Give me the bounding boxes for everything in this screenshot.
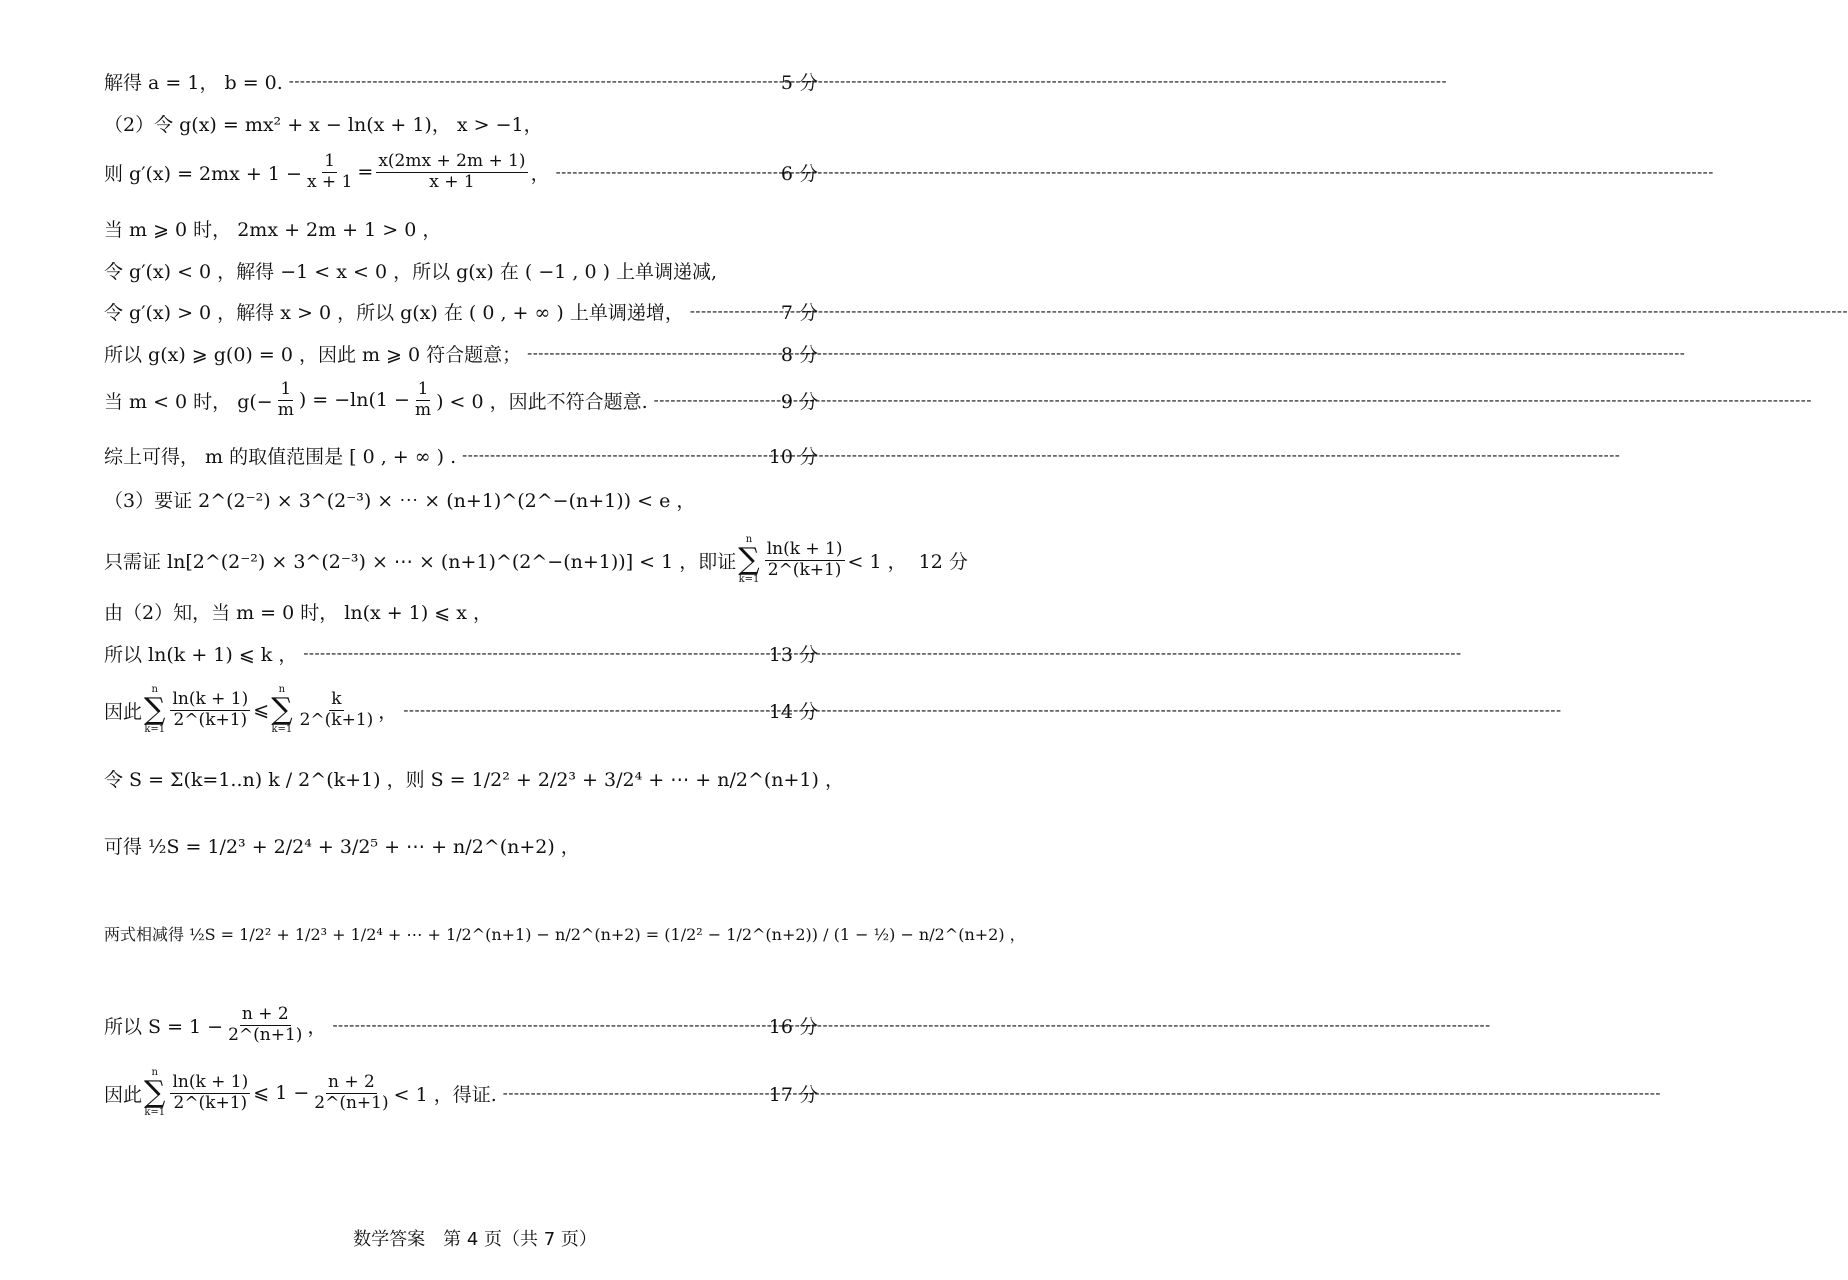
solution-line-13: [104, 640, 818, 667]
line-content: [104, 1005, 326, 1045]
score-label: 12 分: [918, 550, 968, 573]
line-content: [104, 535, 907, 585]
numerator: x(2mx + 2m + 1): [378, 151, 526, 171]
text-post: < 1 ，: [847, 550, 907, 573]
text-pre: 因此: [104, 700, 143, 723]
solution-line-5: [104, 257, 818, 284]
line-content: [104, 685, 397, 735]
solution-line-8: [104, 380, 818, 420]
fraction: [413, 380, 433, 420]
solution-line-15: [104, 765, 844, 792]
text-pre: 只需证 ln[2^(2⁻²) × 3^(2⁻³) × ⋯ × (n+1)^(2^−(n+1))] < 1 ，即证: [104, 550, 737, 573]
fraction: [170, 690, 250, 730]
leader-dots: [332, 1014, 762, 1037]
score-label: 17 分: [768, 1083, 818, 1106]
sigma-icon: ∑: [144, 1075, 166, 1110]
numerator: ln(k + 1): [172, 1071, 249, 1092]
solution-line-2: [104, 110, 818, 137]
denominator: 2^(k+1): [173, 1092, 248, 1113]
text-mid: ) = −ln(1 −: [298, 389, 410, 412]
line-text: 可得 ½S = 1/2³ + 2/2⁴ + 3/2⁵ + ⋯ + n/2^(n+2) ，: [104, 836, 580, 858]
solution-line-10: [104, 486, 818, 513]
sum-lower: k=1: [144, 1107, 166, 1118]
solution-line-14: [104, 685, 818, 735]
text-post: ，: [378, 700, 398, 723]
score-label: 7 分: [780, 302, 818, 324]
solution-line-19: [104, 1068, 818, 1118]
denominator: 2^(k+1): [767, 559, 842, 580]
line-content: [104, 1068, 497, 1118]
sum-lower: k=1: [144, 724, 166, 735]
summation-symbol: [144, 685, 165, 735]
text-pre: 所以 S = 1 −: [104, 1015, 224, 1038]
leader-dots: [462, 444, 763, 467]
sum-upper: n: [151, 1067, 158, 1078]
leader-dots: [527, 342, 775, 365]
line-text: 当 m ⩾ 0 时， 2mx + 2m + 1 > 0 ，: [104, 219, 442, 241]
denominator: 2^(n+1): [228, 1024, 303, 1045]
text-pre: 因此: [104, 1083, 143, 1106]
fraction: [305, 152, 354, 192]
numerator: ln(k + 1): [766, 538, 843, 559]
text-mid: ⩽ 1 −: [253, 1082, 310, 1104]
summation-symbol: [144, 1068, 165, 1118]
line-text: （3）要证 2^(2⁻²) × 3^(2⁻³) × ⋯ × (n+1)^(2^−(n+1)) < e ，: [104, 490, 696, 512]
fraction: [298, 690, 376, 730]
score-label: 14 分: [768, 700, 818, 723]
score-label: 10 分: [768, 446, 818, 468]
leader-dots: [556, 161, 775, 184]
fraction: [376, 152, 527, 192]
line-content: [104, 152, 550, 192]
solution-line-9: [104, 442, 818, 469]
text-post: ，: [530, 162, 550, 185]
fraction: [765, 540, 845, 580]
text-pre: 当 m < 0 时， g(−: [104, 390, 273, 413]
solution-line-4: [104, 215, 818, 242]
solution-line-6: [104, 298, 818, 325]
sigma-icon: ∑: [271, 692, 293, 727]
sigma-icon: ∑: [738, 542, 760, 577]
score-label: 5 分: [780, 72, 818, 94]
numerator: n + 2: [328, 1071, 375, 1092]
line-text: 令 g′(x) > 0 ，解得 x > 0 ，所以 g(x) 在 ( 0 , + ∞ ) 上单调递增，: [104, 302, 684, 324]
page-footer: 数学答案 第 4 页（共 7 页）: [353, 1229, 597, 1250]
denominator: 2^(k+1): [299, 709, 374, 730]
score-label: 6 分: [780, 162, 818, 185]
numerator: 1: [324, 151, 336, 171]
sum-upper: n: [278, 684, 286, 695]
denominator: 2^(n+1): [314, 1092, 389, 1113]
line-text: 综上可得， m 的取值范围是 [ 0 , + ∞ ) .: [104, 446, 457, 468]
sigma-icon: ∑: [144, 692, 166, 727]
score-label: 13 分: [768, 644, 818, 666]
text-post: ) < 0 ，因此不符合题意.: [436, 390, 648, 413]
summation-symbol: [738, 535, 759, 585]
summation-symbol: [271, 685, 292, 735]
leader-dots: [503, 1082, 763, 1105]
denominator: x + 1: [306, 171, 353, 192]
fraction: [276, 380, 296, 420]
line-text: 两式相减得 ½S = 1/2² + 1/2³ + 1/2⁴ + ⋯ + 1/2^(n+1) − n/2^(n+2) = (1/2² − 1/2^(n+2)) / (1 − ½) − n/2^(n+2) ，: [104, 925, 1026, 944]
leader-dots: [289, 70, 775, 93]
leader-dots: [654, 389, 775, 412]
numerator: ln(k + 1): [172, 688, 249, 709]
numerator: n + 2: [241, 1004, 289, 1024]
text-post: < 1 ，得证.: [393, 1083, 497, 1106]
solution-line-12: [104, 598, 818, 625]
fraction: [170, 1073, 250, 1113]
numerator: 1: [417, 379, 429, 399]
solution-line-16: [104, 832, 818, 859]
solution-line-18: [104, 1005, 818, 1045]
sum-lower: k=1: [738, 574, 760, 585]
denominator: x + 1: [429, 171, 475, 192]
line-text: 令 g′(x) < 0 ，解得 −1 < x < 0 ，所以 g(x) 在 ( −1 , 0 ) 上单调递减,: [104, 261, 718, 283]
solution-line-1: [104, 68, 818, 95]
fraction: [226, 1005, 304, 1045]
solution-line-11: [104, 534, 968, 585]
numerator: 1: [280, 379, 292, 399]
solution-line-3: [104, 152, 818, 192]
solution-line-17: [104, 922, 1026, 945]
sum-upper: n: [745, 534, 753, 545]
line-text: 所以 g(x) ⩾ g(0) = 0 ，因此 m ⩾ 0 符合题意；: [104, 344, 522, 366]
fraction: [312, 1073, 390, 1113]
denominator: m: [414, 399, 432, 420]
solution-line-7: [104, 340, 818, 367]
line-content: [104, 380, 648, 420]
text-post: ，: [307, 1015, 327, 1038]
denominator: 2^(k+1): [173, 709, 248, 730]
denominator: m: [277, 399, 294, 420]
score-label: 16 分: [768, 1015, 818, 1038]
line-text: 解得 a = 1， b = 0.: [104, 72, 283, 94]
line-text: （2）令 g(x) = mx² + x − ln(x + 1)， x > −1，: [104, 114, 543, 136]
leader-dots: [690, 300, 775, 323]
text-mid: =: [357, 161, 374, 184]
line-text: 令 S = Σ(k=1..n) k / 2^(k+1) ，则 S = 1/2² + 2/2³ + 3/2⁴ + ⋯ + n/2^(n+1) ，: [104, 769, 844, 791]
score-label: 8 分: [780, 344, 818, 366]
score-label: 9 分: [780, 390, 818, 413]
text-pre: 则 g′(x) = 2mx + 1 −: [104, 162, 302, 185]
text-mid: ⩽: [253, 699, 270, 721]
sum-lower: k=1: [271, 724, 293, 735]
leader-dots: [403, 699, 762, 722]
sum-upper: n: [151, 684, 158, 695]
numerator: k: [331, 688, 342, 709]
leader-dots: [303, 642, 762, 665]
line-text: 由（2）知，当 m = 0 时， ln(x + 1) ⩽ x ，: [104, 602, 493, 624]
line-text: 所以 ln(k + 1) ⩽ k ，: [104, 644, 298, 666]
